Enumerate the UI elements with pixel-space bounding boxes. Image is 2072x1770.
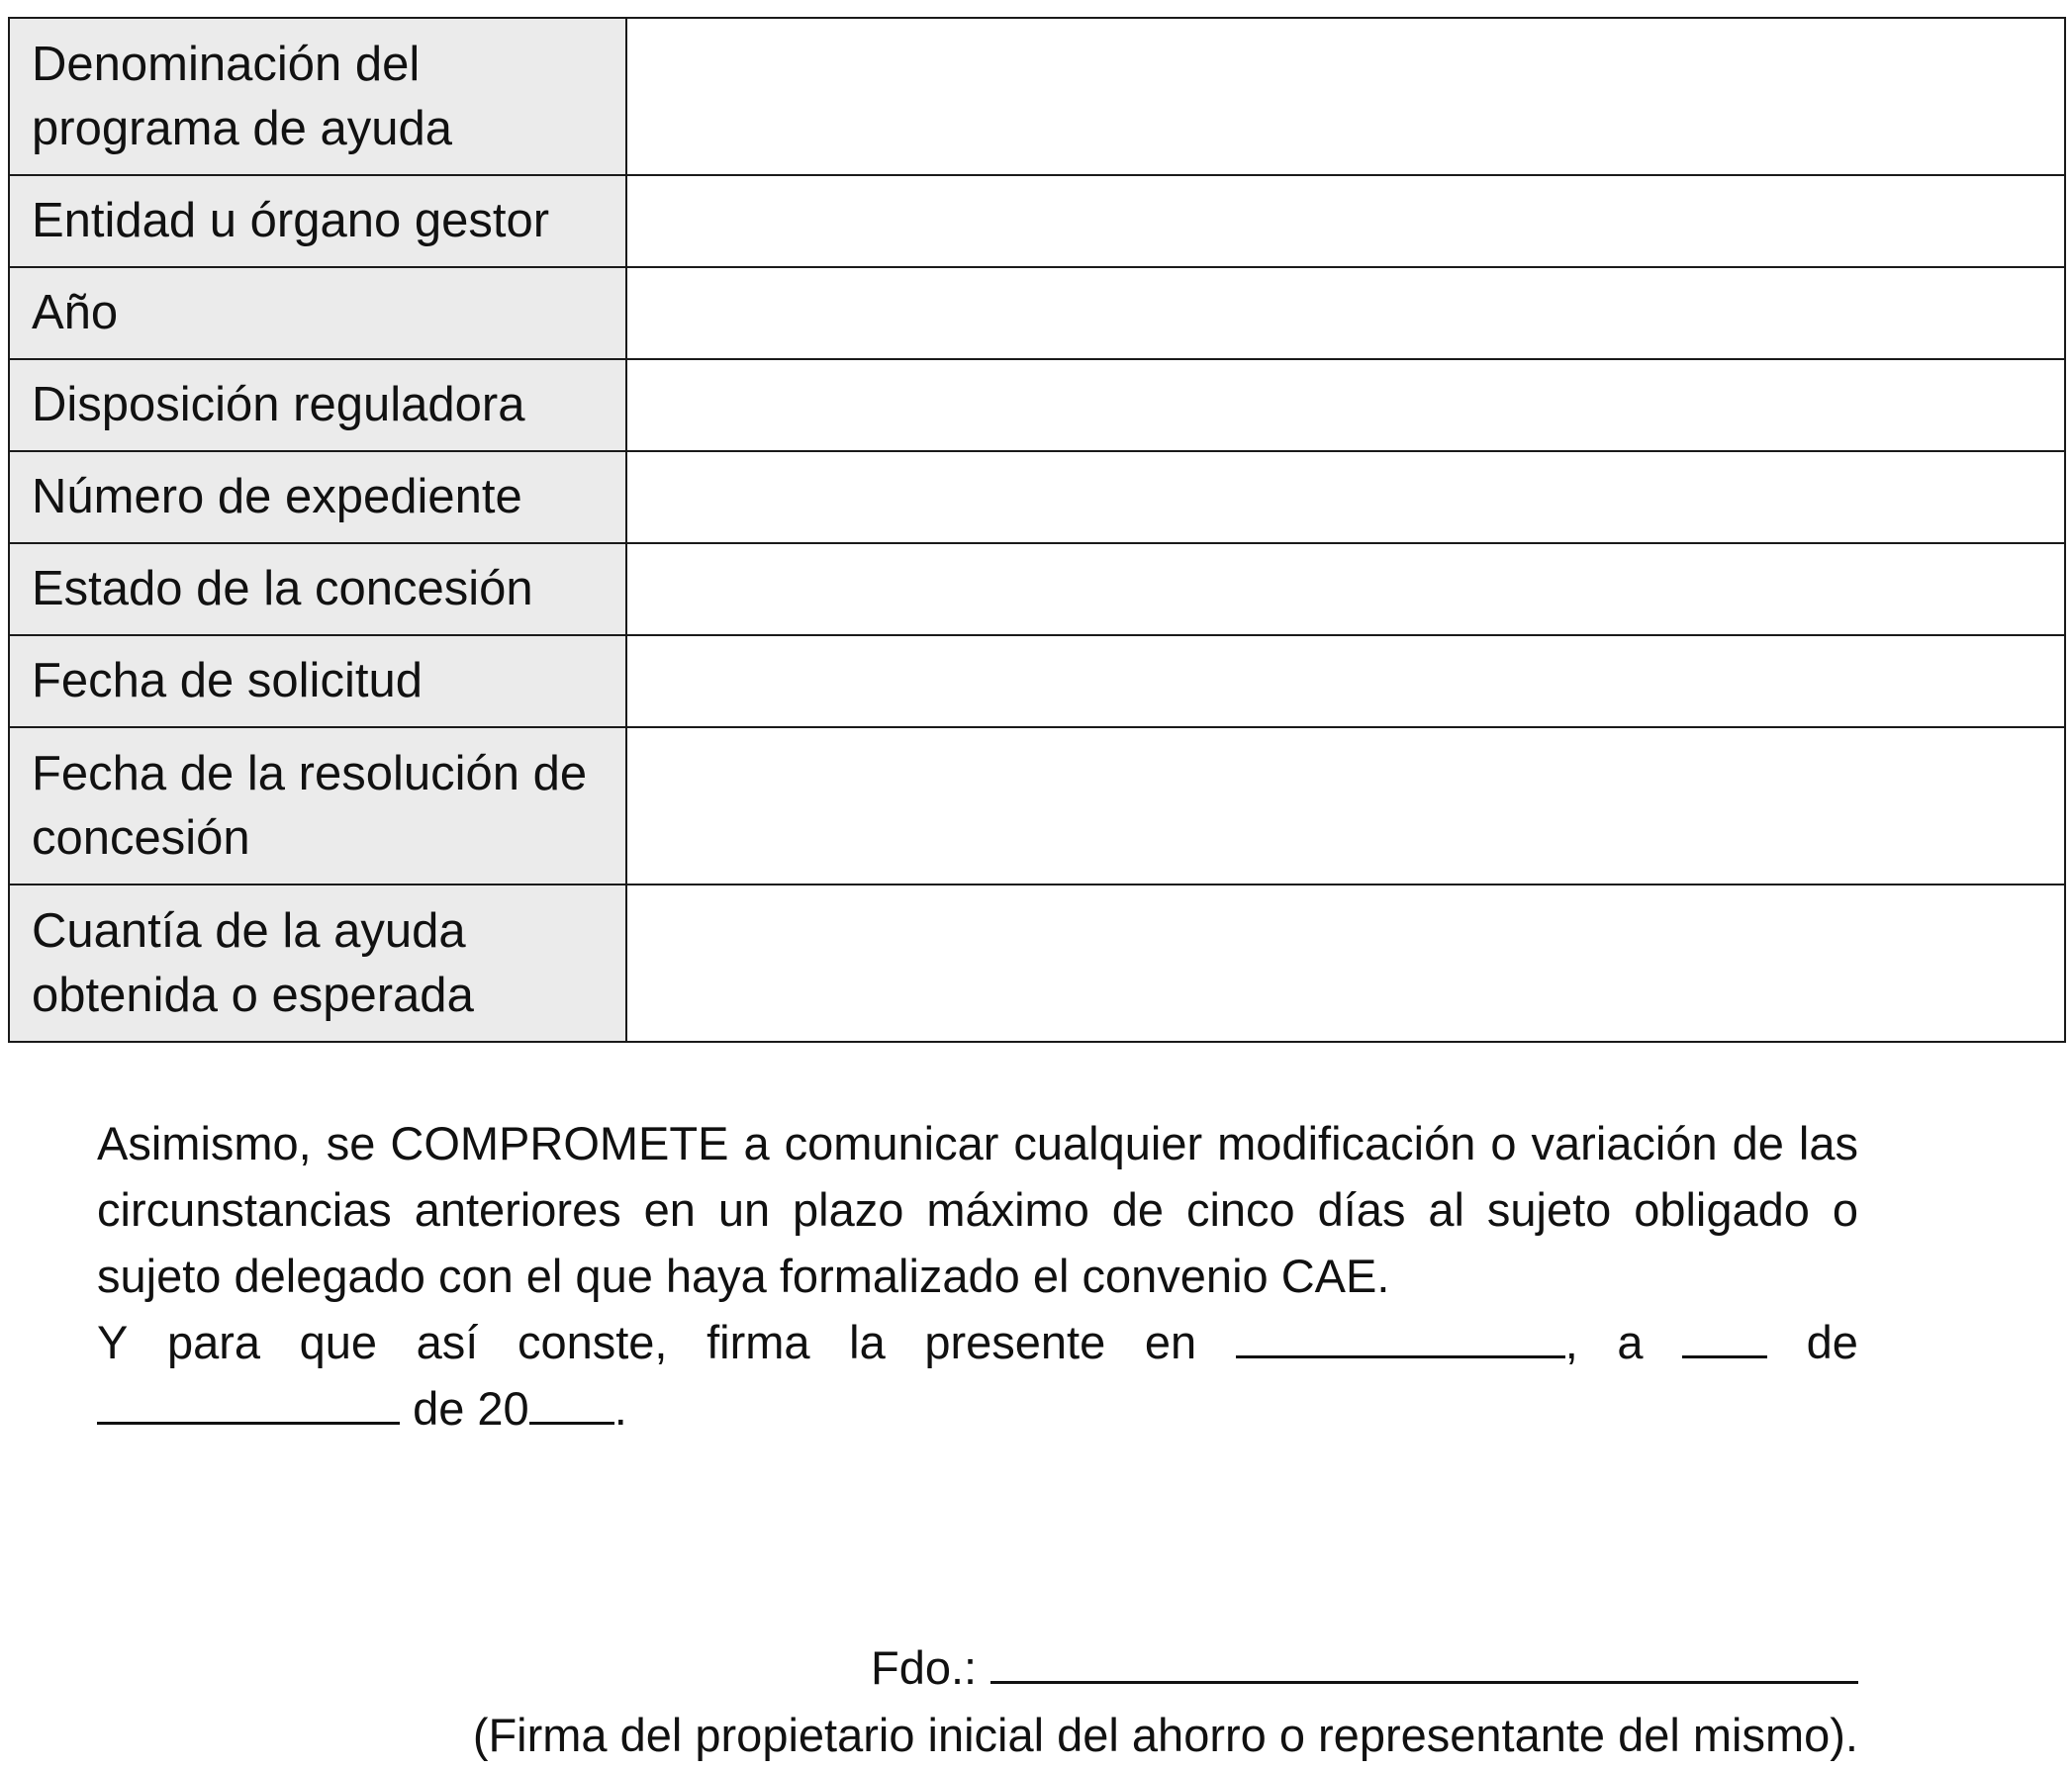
table-row [9, 267, 2065, 359]
closing-word: conste, [517, 1316, 668, 1368]
row-label: Estado de la concesión [9, 543, 626, 635]
year-prefix: de 20 [413, 1382, 529, 1435]
table-row [9, 18, 2065, 175]
aid-program-table [8, 17, 2066, 1043]
signature-label: Fdo.: [871, 1641, 978, 1694]
closing-line-2 [97, 1375, 1858, 1442]
row-value-field[interactable] [626, 727, 2065, 885]
row-value-field[interactable] [626, 267, 2065, 359]
day-blank-field[interactable] [1682, 1312, 1767, 1358]
row-value-field[interactable] [626, 543, 2065, 635]
row-label: Cuantía de la ayuda obtenida o esperada [9, 885, 626, 1042]
table-row [9, 451, 2065, 543]
year-blank-field[interactable] [529, 1378, 614, 1425]
closing-word: en [1144, 1316, 1197, 1368]
closing-word: de [1806, 1316, 1858, 1368]
table-row [9, 175, 2065, 267]
row-value-field[interactable] [626, 175, 2065, 267]
row-label: Año [9, 267, 626, 359]
closing-word: así [416, 1316, 479, 1368]
row-label: Entidad u órgano gestor [9, 175, 626, 267]
row-label: Fecha de solicitud [9, 635, 626, 727]
closing-word: firma [706, 1316, 810, 1368]
row-label: Número de expediente [9, 451, 626, 543]
closing-word: Y [97, 1316, 129, 1368]
row-value-field[interactable] [626, 18, 2065, 175]
closing-word: que [299, 1316, 378, 1368]
signature-caption: (Firma del propietario inicial del ahorro o representante del mismo). [472, 1709, 1858, 1761]
closing-word: para [166, 1316, 261, 1368]
place-group [1236, 1309, 1578, 1375]
table-row [9, 543, 2065, 635]
commitment-paragraph: Asimismo, se COMPROMETE a comunicar cualquier modificación o variación de las circunstancias anteriores en un plazo máximo de cinco días al sujeto obligado o sujeto delegado con el que haya formalizado el convenio CAE. [97, 1117, 1858, 1302]
row-label: Denominación del programa de ayuda [9, 18, 626, 175]
row-label: Disposición reguladora [9, 359, 626, 451]
comma: , [1564, 1316, 1578, 1368]
row-value-field[interactable] [626, 635, 2065, 727]
signature-blank-field[interactable] [990, 1637, 1858, 1684]
place-blank-field[interactable] [1236, 1312, 1565, 1358]
table-row [9, 635, 2065, 727]
closing-word: a [1617, 1316, 1644, 1368]
row-value-field[interactable] [626, 885, 2065, 1042]
table-row [9, 359, 2065, 451]
month-blank-field[interactable] [97, 1378, 400, 1425]
row-label: Fecha de la resolución de concesión [9, 727, 626, 885]
closing-word: la [849, 1316, 886, 1368]
signature-line [871, 1634, 1858, 1701]
period: . [613, 1382, 627, 1435]
closing-word: presente [924, 1316, 1106, 1368]
table-row [9, 727, 2065, 885]
row-value-field[interactable] [626, 451, 2065, 543]
table-row [9, 885, 2065, 1042]
row-value-field[interactable] [626, 359, 2065, 451]
closing-line-1 [97, 1309, 1858, 1375]
